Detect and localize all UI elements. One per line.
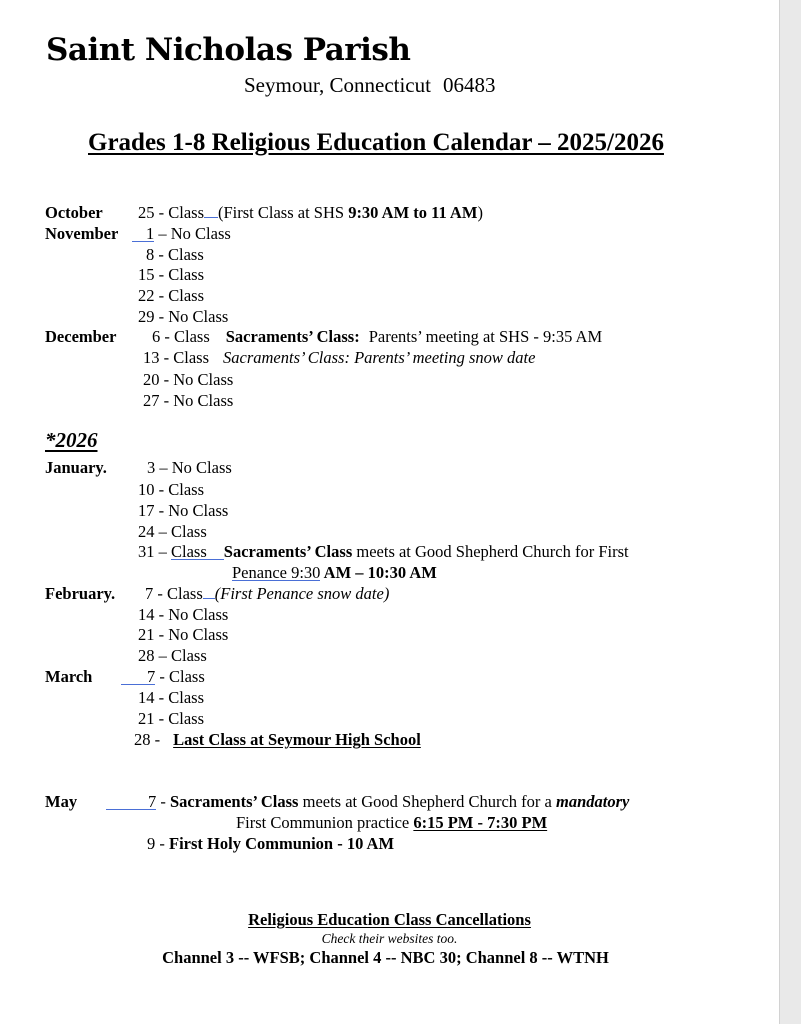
cancellations-heading: Religious Education Class Cancellations	[248, 910, 531, 929]
entry-jan-31: 31 – Class Sacraments’ Class meets at Good Shepherd Church for First	[138, 542, 629, 561]
zip-code: 06483	[442, 73, 496, 97]
entry-nov-29: 29 - No Class	[138, 307, 229, 326]
entry-feb-21: 21 - No Class	[138, 625, 229, 644]
cancellations-channels: Channel 3 -- WFSB; Channel 4 -- NBC 30; Channel 8 -- WTNH	[162, 948, 609, 967]
entry-mar-28: 28 - Last Class at Seymour High School	[134, 730, 421, 749]
entry-may-7-cont: First Communion practice 6:15 PM - 7:30 PM	[236, 813, 548, 832]
month-october: October	[45, 203, 103, 222]
cancellations-subtext: Check their websites too.	[321, 931, 458, 946]
month-november: November	[45, 224, 119, 243]
entry-dec-13: 13 - Class Sacraments’ Class: Parents’ meeting snow date	[143, 348, 536, 367]
entry-dec-27: 27 - No Class	[143, 391, 234, 410]
month-february: February.	[45, 584, 116, 603]
entry-may-7: 7 - Sacraments’ Class meets at Good Shepherd Church for a mandatory	[106, 792, 629, 812]
entry-mar-14: 14 - Class	[138, 688, 204, 707]
entry-oct-25: 25 - Class (First Class at SHS 9:30 AM to 11 AM)	[138, 203, 483, 222]
entry-mar-7: 7 - Class	[121, 667, 205, 687]
entry-feb-7: 7 - Class (First Penance snow date)	[145, 584, 390, 603]
city-state: Seymour, Connecticut	[244, 73, 431, 97]
month-january: January.	[45, 458, 107, 477]
entry-nov-8: 8 - Class	[146, 245, 204, 264]
calendar-title: Grades 1-8 Religious Education Calendar – 2025/2026	[88, 129, 664, 156]
entry-nov-15: 15 - Class	[138, 265, 204, 284]
parish-name: Saint Nicholas Parish	[46, 32, 411, 68]
year-heading: *2026	[45, 428, 98, 452]
month-december: December	[45, 327, 117, 346]
entry-jan-24: 24 – Class	[138, 522, 207, 541]
entry-jan-10: 10 - Class	[138, 480, 204, 499]
entry-jan-31-cont: Penance 9:30 AM – 10:30 AM	[232, 563, 437, 582]
parish-address	[244, 73, 495, 98]
entry-feb-28: 28 – Class	[138, 646, 207, 665]
month-may: May	[45, 792, 78, 811]
entry-dec-6: 6 - Class Sacraments’ Class: Parents’ meeting at SHS - 9:35 AM	[152, 327, 603, 346]
entry-jan-17: 17 - No Class	[138, 501, 229, 520]
month-march: March	[45, 667, 93, 686]
entry-nov-22: 22 - Class	[138, 286, 204, 305]
entry-dec-20: 20 - No Class	[143, 370, 234, 389]
entry-jan-3: 3 – No Class	[147, 458, 232, 477]
entry-mar-21: 21 - Class	[138, 709, 204, 728]
entry-nov-1: 1 – No Class	[132, 224, 231, 244]
entry-feb-14: 14 - No Class	[138, 605, 229, 624]
entry-may-9: 9 - First Holy Communion - 10 AM	[147, 834, 395, 853]
